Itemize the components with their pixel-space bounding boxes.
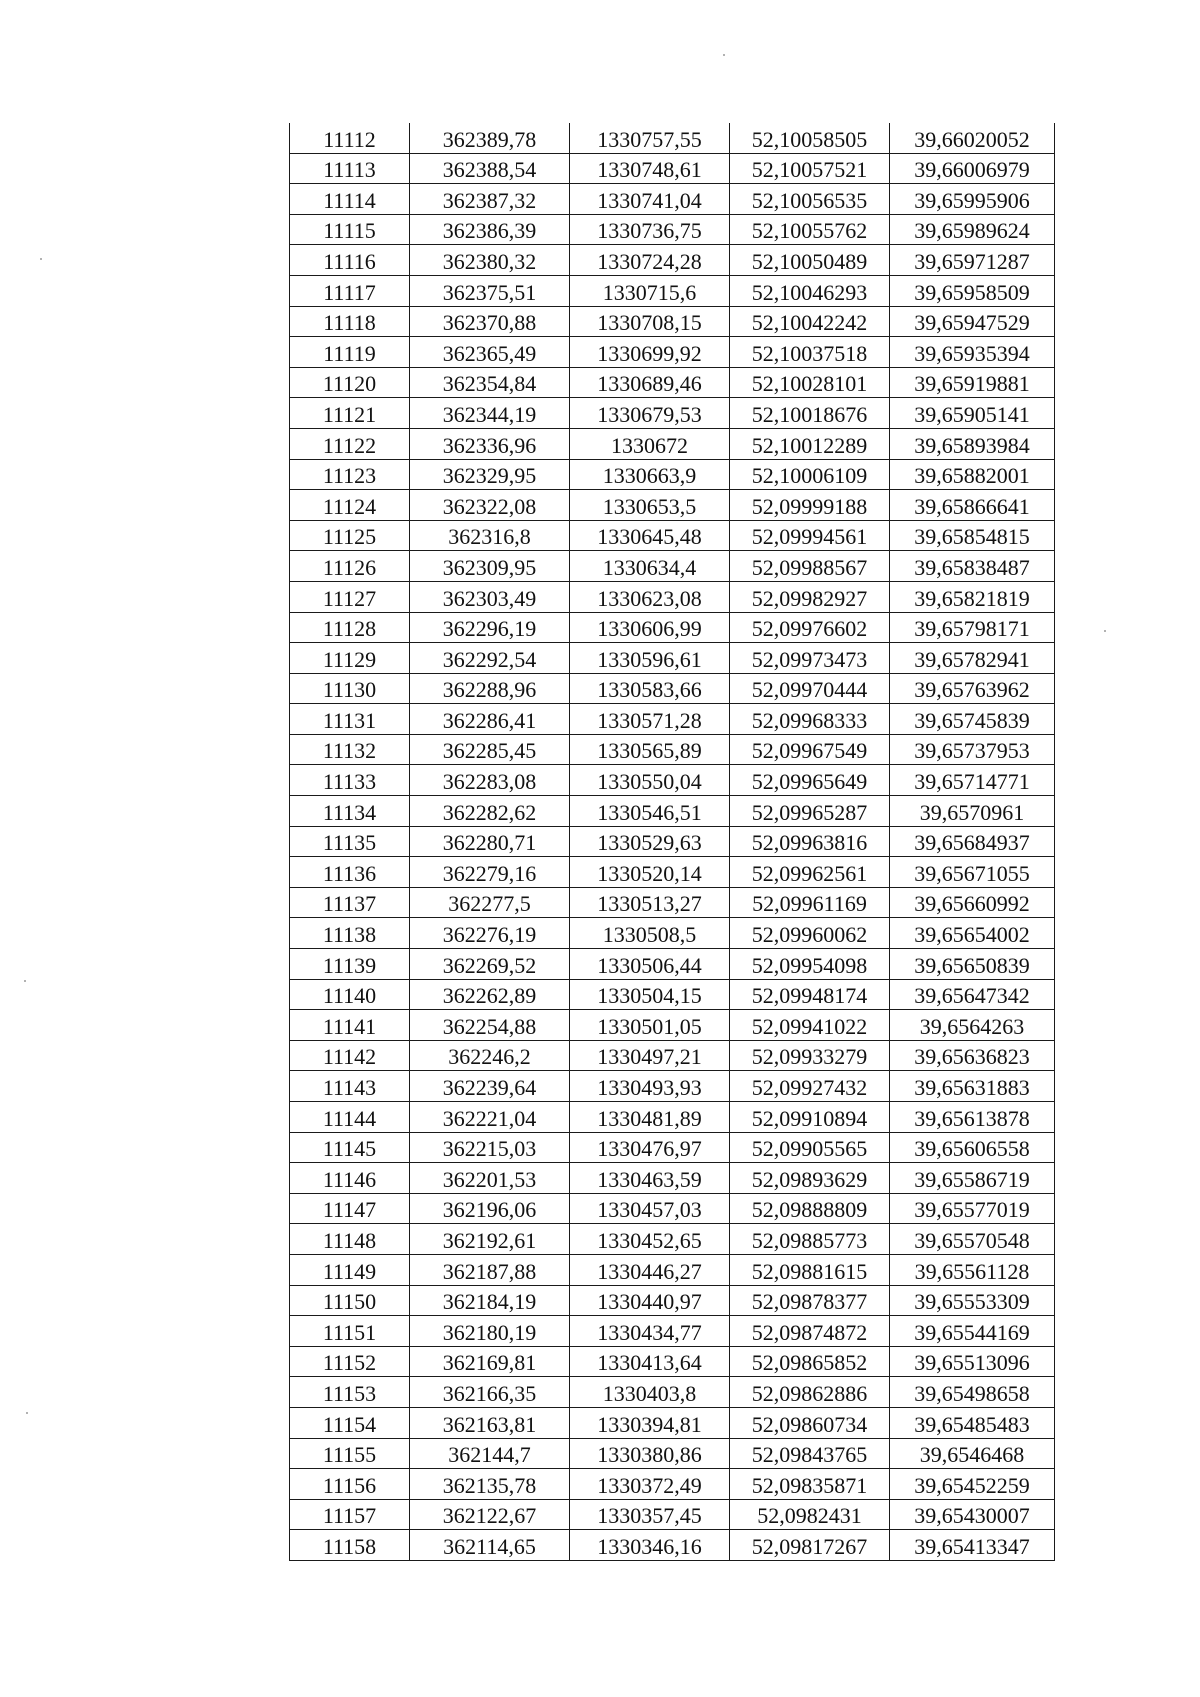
- coordinate-table: [289, 123, 1055, 1561]
- x-coordinate-cell: 362166,35: [410, 1377, 570, 1408]
- point-number-cell: 11142: [290, 1040, 410, 1071]
- latitude-cell: 52,09999188: [730, 490, 890, 521]
- table-row: [290, 214, 1055, 245]
- x-coordinate-cell: 362389,78: [410, 123, 570, 153]
- y-coordinate-cell: 1330463,59: [570, 1163, 730, 1194]
- point-number-cell: 11126: [290, 551, 410, 582]
- x-coordinate-cell: 362277,5: [410, 887, 570, 918]
- x-coordinate-cell: 362354,84: [410, 367, 570, 398]
- point-number-cell: 11152: [290, 1346, 410, 1377]
- table-row: [290, 1377, 1055, 1408]
- latitude-cell: 52,10006109: [730, 459, 890, 490]
- y-coordinate-cell: 1330715,6: [570, 275, 730, 306]
- table-row: [290, 1469, 1055, 1500]
- coordinate-table-body: [290, 123, 1055, 1560]
- point-number-cell: 11116: [290, 245, 410, 276]
- y-coordinate-cell: 1330434,77: [570, 1316, 730, 1347]
- y-coordinate-cell: 1330736,75: [570, 214, 730, 245]
- point-number-cell: 11125: [290, 520, 410, 551]
- x-coordinate-cell: 362309,95: [410, 551, 570, 582]
- x-coordinate-cell: 362254,88: [410, 1010, 570, 1041]
- y-coordinate-cell: 1330653,5: [570, 490, 730, 521]
- longitude-cell: 39,65650839: [890, 949, 1055, 980]
- table-row: [290, 1254, 1055, 1285]
- longitude-cell: 39,65995906: [890, 184, 1055, 215]
- latitude-cell: 52,09982927: [730, 581, 890, 612]
- latitude-cell: 52,09965287: [730, 796, 890, 827]
- longitude-cell: 39,6564263: [890, 1010, 1055, 1041]
- longitude-cell: 39,65636823: [890, 1040, 1055, 1071]
- longitude-cell: 39,65671055: [890, 857, 1055, 888]
- latitude-cell: 52,09874872: [730, 1316, 890, 1347]
- latitude-cell: 52,09963816: [730, 826, 890, 857]
- y-coordinate-cell: 1330583,66: [570, 673, 730, 704]
- y-coordinate-cell: 1330546,51: [570, 796, 730, 827]
- x-coordinate-cell: 362296,19: [410, 612, 570, 643]
- y-coordinate-cell: 1330372,49: [570, 1469, 730, 1500]
- point-number-cell: 11153: [290, 1377, 410, 1408]
- point-number-cell: 11144: [290, 1102, 410, 1133]
- point-number-cell: 11134: [290, 796, 410, 827]
- table-row: [290, 1499, 1055, 1530]
- point-number-cell: 11124: [290, 490, 410, 521]
- latitude-cell: 52,09905565: [730, 1132, 890, 1163]
- longitude-cell: 39,65684937: [890, 826, 1055, 857]
- latitude-cell: 52,09865852: [730, 1346, 890, 1377]
- y-coordinate-cell: 1330571,28: [570, 704, 730, 735]
- x-coordinate-cell: 362180,19: [410, 1316, 570, 1347]
- y-coordinate-cell: 1330357,45: [570, 1499, 730, 1530]
- x-coordinate-cell: 362316,8: [410, 520, 570, 551]
- latitude-cell: 52,09954098: [730, 949, 890, 980]
- x-coordinate-cell: 362344,19: [410, 398, 570, 429]
- table-row: [290, 887, 1055, 918]
- scan-speck: [40, 258, 42, 260]
- latitude-cell: 52,10028101: [730, 367, 890, 398]
- point-number-cell: 11130: [290, 673, 410, 704]
- table-row: [290, 1438, 1055, 1469]
- point-number-cell: 11123: [290, 459, 410, 490]
- y-coordinate-cell: 1330380,86: [570, 1438, 730, 1469]
- x-coordinate-cell: 362282,62: [410, 796, 570, 827]
- point-number-cell: 11158: [290, 1530, 410, 1561]
- table-row: [290, 428, 1055, 459]
- scan-speck: [723, 54, 725, 56]
- longitude-cell: 39,65821819: [890, 581, 1055, 612]
- table-row: [290, 1010, 1055, 1041]
- x-coordinate-cell: 362322,08: [410, 490, 570, 521]
- table-row: [290, 1040, 1055, 1071]
- table-row: [290, 551, 1055, 582]
- point-number-cell: 11129: [290, 643, 410, 674]
- latitude-cell: 52,09941022: [730, 1010, 890, 1041]
- table-row: [290, 1316, 1055, 1347]
- x-coordinate-cell: 362388,54: [410, 153, 570, 184]
- point-number-cell: 11132: [290, 734, 410, 765]
- x-coordinate-cell: 362387,32: [410, 184, 570, 215]
- point-number-cell: 11150: [290, 1285, 410, 1316]
- y-coordinate-cell: 1330679,53: [570, 398, 730, 429]
- table-row: [290, 734, 1055, 765]
- longitude-cell: 39,65838487: [890, 551, 1055, 582]
- longitude-cell: 39,65866641: [890, 490, 1055, 521]
- point-number-cell: 11119: [290, 337, 410, 368]
- latitude-cell: 52,09888809: [730, 1193, 890, 1224]
- point-number-cell: 11113: [290, 153, 410, 184]
- y-coordinate-cell: 1330513,27: [570, 887, 730, 918]
- y-coordinate-cell: 1330497,21: [570, 1040, 730, 1071]
- y-coordinate-cell: 1330504,15: [570, 979, 730, 1010]
- y-coordinate-cell: 1330606,99: [570, 612, 730, 643]
- longitude-cell: 39,6546468: [890, 1438, 1055, 1469]
- table-row: [290, 1132, 1055, 1163]
- longitude-cell: 39,65989624: [890, 214, 1055, 245]
- y-coordinate-cell: 1330689,46: [570, 367, 730, 398]
- latitude-cell: 52,09860734: [730, 1407, 890, 1438]
- table-row: [290, 1224, 1055, 1255]
- latitude-cell: 52,10046293: [730, 275, 890, 306]
- latitude-cell: 52,09976602: [730, 612, 890, 643]
- y-coordinate-cell: 1330493,93: [570, 1071, 730, 1102]
- table-row: [290, 1193, 1055, 1224]
- point-number-cell: 11140: [290, 979, 410, 1010]
- scan-speck: [1104, 630, 1106, 632]
- y-coordinate-cell: 1330481,89: [570, 1102, 730, 1133]
- latitude-cell: 52,10058505: [730, 123, 890, 153]
- longitude-cell: 39,65606558: [890, 1132, 1055, 1163]
- longitude-cell: 39,65430007: [890, 1499, 1055, 1530]
- longitude-cell: 39,65919881: [890, 367, 1055, 398]
- longitude-cell: 39,65577019: [890, 1193, 1055, 1224]
- y-coordinate-cell: 1330346,16: [570, 1530, 730, 1561]
- y-coordinate-cell: 1330596,61: [570, 643, 730, 674]
- table-row: [290, 857, 1055, 888]
- longitude-cell: 39,65498658: [890, 1377, 1055, 1408]
- y-coordinate-cell: 1330413,64: [570, 1346, 730, 1377]
- y-coordinate-cell: 1330757,55: [570, 123, 730, 153]
- table-row: [290, 1407, 1055, 1438]
- table-row: [290, 643, 1055, 674]
- y-coordinate-cell: 1330565,89: [570, 734, 730, 765]
- y-coordinate-cell: 1330394,81: [570, 1407, 730, 1438]
- point-number-cell: 11112: [290, 123, 410, 153]
- longitude-cell: 39,65586719: [890, 1163, 1055, 1194]
- point-number-cell: 11141: [290, 1010, 410, 1041]
- latitude-cell: 52,09967549: [730, 734, 890, 765]
- longitude-cell: 39,65947529: [890, 306, 1055, 337]
- x-coordinate-cell: 362163,81: [410, 1407, 570, 1438]
- y-coordinate-cell: 1330645,48: [570, 520, 730, 551]
- x-coordinate-cell: 362283,08: [410, 765, 570, 796]
- table-row: [290, 520, 1055, 551]
- longitude-cell: 39,65935394: [890, 337, 1055, 368]
- scan-speck: [24, 980, 26, 982]
- longitude-cell: 39,65570548: [890, 1224, 1055, 1255]
- x-coordinate-cell: 362135,78: [410, 1469, 570, 1500]
- latitude-cell: 52,09885773: [730, 1224, 890, 1255]
- point-number-cell: 11114: [290, 184, 410, 215]
- x-coordinate-cell: 362262,89: [410, 979, 570, 1010]
- y-coordinate-cell: 1330529,63: [570, 826, 730, 857]
- latitude-cell: 52,09960062: [730, 918, 890, 949]
- point-number-cell: 11151: [290, 1316, 410, 1347]
- y-coordinate-cell: 1330672: [570, 428, 730, 459]
- x-coordinate-cell: 362292,54: [410, 643, 570, 674]
- table-row: [290, 1530, 1055, 1561]
- latitude-cell: 52,09910894: [730, 1102, 890, 1133]
- table-row: [290, 490, 1055, 521]
- table-row: [290, 765, 1055, 796]
- x-coordinate-cell: 362336,96: [410, 428, 570, 459]
- x-coordinate-cell: 362380,32: [410, 245, 570, 276]
- x-coordinate-cell: 362196,06: [410, 1193, 570, 1224]
- table-row: [290, 459, 1055, 490]
- table-row: [290, 1102, 1055, 1133]
- point-number-cell: 11115: [290, 214, 410, 245]
- y-coordinate-cell: 1330501,05: [570, 1010, 730, 1041]
- y-coordinate-cell: 1330724,28: [570, 245, 730, 276]
- point-number-cell: 11154: [290, 1407, 410, 1438]
- longitude-cell: 39,65544169: [890, 1316, 1055, 1347]
- longitude-cell: 39,65971287: [890, 245, 1055, 276]
- x-coordinate-cell: 362122,67: [410, 1499, 570, 1530]
- latitude-cell: 52,10042242: [730, 306, 890, 337]
- table-row: [290, 704, 1055, 735]
- longitude-cell: 39,65782941: [890, 643, 1055, 674]
- table-row: [290, 306, 1055, 337]
- latitude-cell: 52,10018676: [730, 398, 890, 429]
- y-coordinate-cell: 1330457,03: [570, 1193, 730, 1224]
- longitude-cell: 39,65854815: [890, 520, 1055, 551]
- longitude-cell: 39,65513096: [890, 1346, 1055, 1377]
- longitude-cell: 39,65452259: [890, 1469, 1055, 1500]
- table-row: [290, 1071, 1055, 1102]
- latitude-cell: 52,09862886: [730, 1377, 890, 1408]
- latitude-cell: 52,10050489: [730, 245, 890, 276]
- x-coordinate-cell: 362187,88: [410, 1254, 570, 1285]
- latitude-cell: 52,09961169: [730, 887, 890, 918]
- latitude-cell: 52,09970444: [730, 673, 890, 704]
- table-row: [290, 612, 1055, 643]
- latitude-cell: 52,10057521: [730, 153, 890, 184]
- point-number-cell: 11127: [290, 581, 410, 612]
- x-coordinate-cell: 362221,04: [410, 1102, 570, 1133]
- point-number-cell: 11120: [290, 367, 410, 398]
- point-number-cell: 11145: [290, 1132, 410, 1163]
- y-coordinate-cell: 1330446,27: [570, 1254, 730, 1285]
- latitude-cell: 52,09968333: [730, 704, 890, 735]
- x-coordinate-cell: 362386,39: [410, 214, 570, 245]
- longitude-cell: 39,65893984: [890, 428, 1055, 459]
- table-row: [290, 367, 1055, 398]
- latitude-cell: 52,09893629: [730, 1163, 890, 1194]
- table-row: [290, 275, 1055, 306]
- table-row: [290, 398, 1055, 429]
- x-coordinate-cell: 362169,81: [410, 1346, 570, 1377]
- table-row: [290, 184, 1055, 215]
- longitude-cell: 39,65958509: [890, 275, 1055, 306]
- longitude-cell: 39,65905141: [890, 398, 1055, 429]
- point-number-cell: 11156: [290, 1469, 410, 1500]
- table-row: [290, 1285, 1055, 1316]
- x-coordinate-cell: 362246,2: [410, 1040, 570, 1071]
- y-coordinate-cell: 1330663,9: [570, 459, 730, 490]
- latitude-cell: 52,10012289: [730, 428, 890, 459]
- point-number-cell: 11118: [290, 306, 410, 337]
- y-coordinate-cell: 1330741,04: [570, 184, 730, 215]
- x-coordinate-cell: 362280,71: [410, 826, 570, 857]
- longitude-cell: 39,65737953: [890, 734, 1055, 765]
- y-coordinate-cell: 1330440,97: [570, 1285, 730, 1316]
- longitude-cell: 39,65485483: [890, 1407, 1055, 1438]
- x-coordinate-cell: 362144,7: [410, 1438, 570, 1469]
- longitude-cell: 39,65660992: [890, 887, 1055, 918]
- point-number-cell: 11148: [290, 1224, 410, 1255]
- table-row: [290, 581, 1055, 612]
- x-coordinate-cell: 362329,95: [410, 459, 570, 490]
- y-coordinate-cell: 1330452,65: [570, 1224, 730, 1255]
- table-row: [290, 826, 1055, 857]
- longitude-cell: 39,65798171: [890, 612, 1055, 643]
- longitude-cell: 39,65654002: [890, 918, 1055, 949]
- latitude-cell: 52,0982431: [730, 1499, 890, 1530]
- latitude-cell: 52,09933279: [730, 1040, 890, 1071]
- latitude-cell: 52,10056535: [730, 184, 890, 215]
- longitude-cell: 39,66020052: [890, 123, 1055, 153]
- point-number-cell: 11155: [290, 1438, 410, 1469]
- latitude-cell: 52,09988567: [730, 551, 890, 582]
- x-coordinate-cell: 362269,52: [410, 949, 570, 980]
- longitude-cell: 39,65647342: [890, 979, 1055, 1010]
- x-coordinate-cell: 362114,65: [410, 1530, 570, 1561]
- x-coordinate-cell: 362365,49: [410, 337, 570, 368]
- point-number-cell: 11149: [290, 1254, 410, 1285]
- point-number-cell: 11133: [290, 765, 410, 796]
- longitude-cell: 39,65882001: [890, 459, 1055, 490]
- latitude-cell: 52,09843765: [730, 1438, 890, 1469]
- y-coordinate-cell: 1330699,92: [570, 337, 730, 368]
- table-row: [290, 1346, 1055, 1377]
- x-coordinate-cell: 362192,61: [410, 1224, 570, 1255]
- latitude-cell: 52,09881615: [730, 1254, 890, 1285]
- x-coordinate-cell: 362184,19: [410, 1285, 570, 1316]
- point-number-cell: 11139: [290, 949, 410, 980]
- table-row: [290, 153, 1055, 184]
- longitude-cell: 39,65413347: [890, 1530, 1055, 1561]
- table-row: [290, 245, 1055, 276]
- table-row: [290, 673, 1055, 704]
- x-coordinate-cell: 362375,51: [410, 275, 570, 306]
- y-coordinate-cell: 1330476,97: [570, 1132, 730, 1163]
- y-coordinate-cell: 1330508,5: [570, 918, 730, 949]
- point-number-cell: 11117: [290, 275, 410, 306]
- latitude-cell: 52,10055762: [730, 214, 890, 245]
- y-coordinate-cell: 1330550,04: [570, 765, 730, 796]
- latitude-cell: 52,09973473: [730, 643, 890, 674]
- point-number-cell: 11137: [290, 887, 410, 918]
- longitude-cell: 39,65714771: [890, 765, 1055, 796]
- y-coordinate-cell: 1330623,08: [570, 581, 730, 612]
- latitude-cell: 52,09817267: [730, 1530, 890, 1561]
- x-coordinate-cell: 362201,53: [410, 1163, 570, 1194]
- latitude-cell: 52,09927432: [730, 1071, 890, 1102]
- table-row: [290, 949, 1055, 980]
- point-number-cell: 11146: [290, 1163, 410, 1194]
- point-number-cell: 11128: [290, 612, 410, 643]
- x-coordinate-cell: 362285,45: [410, 734, 570, 765]
- longitude-cell: 39,6570961: [890, 796, 1055, 827]
- point-number-cell: 11122: [290, 428, 410, 459]
- longitude-cell: 39,65745839: [890, 704, 1055, 735]
- latitude-cell: 52,09878377: [730, 1285, 890, 1316]
- longitude-cell: 39,65613878: [890, 1102, 1055, 1133]
- x-coordinate-cell: 362370,88: [410, 306, 570, 337]
- table-row: [290, 979, 1055, 1010]
- x-coordinate-cell: 362276,19: [410, 918, 570, 949]
- table-row: [290, 123, 1055, 153]
- longitude-cell: 39,65553309: [890, 1285, 1055, 1316]
- longitude-cell: 39,65631883: [890, 1071, 1055, 1102]
- scan-speck: [26, 1412, 28, 1414]
- latitude-cell: 52,09965649: [730, 765, 890, 796]
- x-coordinate-cell: 362286,41: [410, 704, 570, 735]
- longitude-cell: 39,65561128: [890, 1254, 1055, 1285]
- latitude-cell: 52,09962561: [730, 857, 890, 888]
- table-row: [290, 796, 1055, 827]
- point-number-cell: 11157: [290, 1499, 410, 1530]
- point-number-cell: 11147: [290, 1193, 410, 1224]
- latitude-cell: 52,10037518: [730, 337, 890, 368]
- x-coordinate-cell: 362239,64: [410, 1071, 570, 1102]
- latitude-cell: 52,09948174: [730, 979, 890, 1010]
- point-number-cell: 11135: [290, 826, 410, 857]
- point-number-cell: 11131: [290, 704, 410, 735]
- y-coordinate-cell: 1330748,61: [570, 153, 730, 184]
- y-coordinate-cell: 1330520,14: [570, 857, 730, 888]
- point-number-cell: 11138: [290, 918, 410, 949]
- y-coordinate-cell: 1330506,44: [570, 949, 730, 980]
- x-coordinate-cell: 362279,16: [410, 857, 570, 888]
- table-row: [290, 918, 1055, 949]
- point-number-cell: 11143: [290, 1071, 410, 1102]
- table-row: [290, 337, 1055, 368]
- x-coordinate-cell: 362215,03: [410, 1132, 570, 1163]
- x-coordinate-cell: 362288,96: [410, 673, 570, 704]
- point-number-cell: 11136: [290, 857, 410, 888]
- point-number-cell: 11121: [290, 398, 410, 429]
- longitude-cell: 39,66006979: [890, 153, 1055, 184]
- x-coordinate-cell: 362303,49: [410, 581, 570, 612]
- latitude-cell: 52,09835871: [730, 1469, 890, 1500]
- latitude-cell: 52,09994561: [730, 520, 890, 551]
- y-coordinate-cell: 1330634,4: [570, 551, 730, 582]
- longitude-cell: 39,65763962: [890, 673, 1055, 704]
- y-coordinate-cell: 1330708,15: [570, 306, 730, 337]
- y-coordinate-cell: 1330403,8: [570, 1377, 730, 1408]
- table-row: [290, 1163, 1055, 1194]
